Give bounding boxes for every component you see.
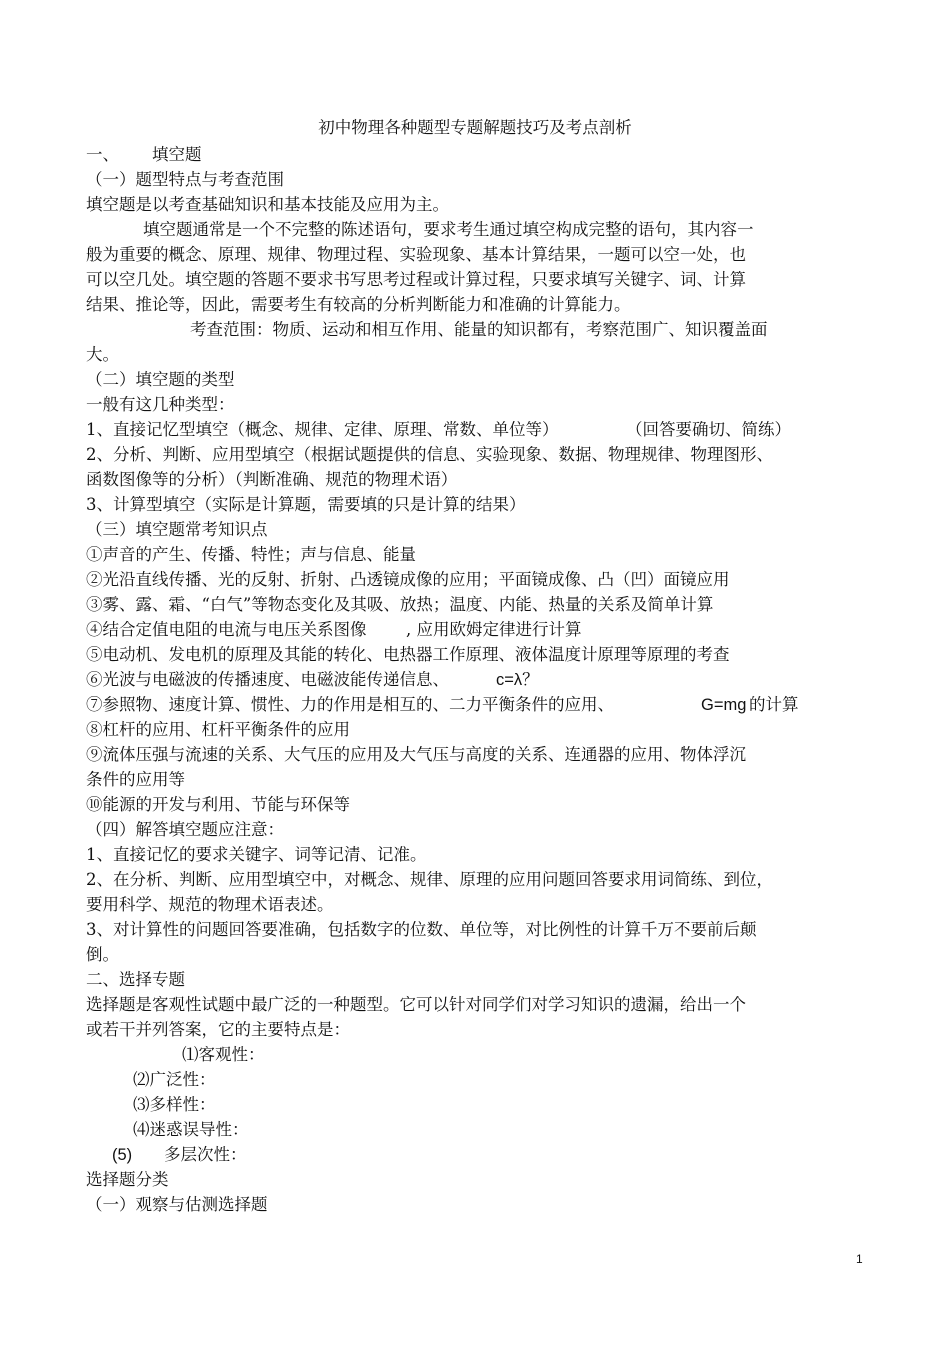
text-line: 3、计算型填空（实际是计算题，需要填的只是计算的结果） bbox=[86, 495, 526, 514]
text-line: 考查范围：物质、运动和相互作用、能量的知识都有，考察范围广、知识覆盖面 bbox=[190, 320, 768, 339]
text-line: 填空题是以考查基础知识和基本技能及应用为主。 bbox=[86, 195, 449, 214]
text-line: 3、对计算性的问题回答要准确，包括数字的位数、单位等，对比例性的计算千万不要前后颠 bbox=[86, 920, 757, 939]
text-line: 大。 bbox=[86, 345, 119, 364]
text-segment: ④结合定值电阻的电流与电压关系图像 bbox=[86, 620, 367, 639]
text-segment: ⑦参照物、速度计算、惯性、力的作用是相互的、二力平衡条件的应用、 bbox=[86, 695, 614, 714]
text-segment: 的计算 bbox=[749, 695, 799, 714]
list-item bbox=[112, 1145, 247, 1165]
text-line: ⑨流体压强与流速的关系、大气压的应用及大气压与高度的关系、连通器的应用、物体浮沉 bbox=[86, 745, 746, 764]
text-line: ②光沿直线传播、光的反射、折射、凸透镜成像的应用；平面镜成像、凸（凹）面镜应用 bbox=[86, 570, 730, 589]
page-title: 初中物理各种题型专题解题技巧及考点剖析 bbox=[318, 118, 632, 137]
text-line: ③雾、露、霜、“白气”等物态变化及其吸、放热；温度、内能、热量的关系及简单计算 bbox=[86, 595, 714, 614]
text-line: 可以空几处。填空题的答题不要求书写思考过程或计算过程，只要求填写关键字、词、计算 bbox=[86, 270, 746, 289]
text-line: 2、在分析、判断、应用型填空中，对概念、规律、原理的应用问题回答要求用词简练、到位， bbox=[86, 870, 773, 889]
list-item: ⑶多样性： bbox=[133, 1095, 216, 1114]
text-line: ⑩能源的开发与利用、节能与环保等 bbox=[86, 795, 350, 814]
list-item: ⑴客观性： bbox=[182, 1045, 265, 1064]
text-line: 一般有这几种类型： bbox=[86, 395, 235, 414]
text-line: （一）观察与估测选择题 bbox=[86, 1195, 268, 1214]
text-line: 1、直接记忆的要求关键字、词等记清、记准。 bbox=[86, 845, 427, 864]
page-number: 1 bbox=[856, 1252, 863, 1266]
formula: G=mg bbox=[701, 696, 747, 714]
text-segment: ⑥光波与电磁波的传播速度、电磁波能传递信息、 bbox=[86, 670, 449, 689]
text-line: 2、分析、判断、应用型填空（根据试题提供的信息、实验现象、数据、物理规律、物理图形、 bbox=[86, 445, 773, 464]
section-number: 一、 bbox=[86, 145, 119, 164]
text-segment: 多层次性： bbox=[164, 1145, 247, 1164]
text-line bbox=[86, 670, 539, 690]
section-title: 填空题 bbox=[152, 145, 202, 164]
text-line: 倒。 bbox=[86, 945, 119, 964]
text-segment: （回答要确切、简练） bbox=[626, 420, 791, 439]
text-line: （二）填空题的类型 bbox=[86, 370, 235, 389]
text-line bbox=[86, 695, 799, 715]
text-line: 条件的应用等 bbox=[86, 770, 185, 789]
text-line: 选择题分类 bbox=[86, 1170, 169, 1189]
text-line: 函数图像等的分析）（判断准确、规范的物理术语） bbox=[86, 470, 458, 489]
text-line: ⑧杠杆的应用、杠杆平衡条件的应用 bbox=[86, 720, 350, 739]
text-line: 结果、推论等，因此，需要考生有较高的分析判断能力和准确的计算能力。 bbox=[86, 295, 631, 314]
text-line: ①声音的产生、传播、特性；声与信息、能量 bbox=[86, 545, 416, 564]
text-line: 填空题通常是一个不完整的陈述语句，要求考生通过填空构成完整的语句，其内容一 bbox=[143, 220, 754, 239]
text-segment: 1、直接记忆型填空（概念、规律、定律、原理、常数、单位等） bbox=[86, 420, 559, 439]
text-line: ⑤电动机、发电机的原理及其能的转化、电热器工作原理、液体温度计原理等原理的考查 bbox=[86, 645, 730, 664]
text-segment: , 应用欧姆定律进行计算 bbox=[406, 620, 582, 639]
text-line: 选择题是客观性试题中最广泛的一种题型。它可以针对同学们对学习知识的遗漏，给出一个 bbox=[86, 995, 746, 1014]
list-item: ⑷迷惑误导性： bbox=[133, 1120, 249, 1139]
section-heading-fill-in bbox=[86, 145, 202, 165]
text-line: 或若干并列答案，它的主要特点是： bbox=[86, 1020, 350, 1039]
text-line: （一）题型特点与考查范围 bbox=[86, 170, 284, 189]
text-line bbox=[86, 420, 791, 440]
formula: c=λ？ bbox=[496, 671, 539, 689]
list-number: (5) bbox=[112, 1146, 133, 1164]
text-line: 般为重要的概念、原理、规律、物理过程、实验现象、基本计算结果，一题可以空一处，也 bbox=[86, 245, 746, 264]
text-line: （四）解答填空题应注意： bbox=[86, 820, 284, 839]
text-line: 要用科学、规范的物理术语表述。 bbox=[86, 895, 334, 914]
text-line: （三）填空题常考知识点 bbox=[86, 520, 268, 539]
list-item: ⑵广泛性： bbox=[133, 1070, 216, 1089]
text-line bbox=[86, 620, 582, 640]
section-heading-choice: 二、选择专题 bbox=[86, 970, 185, 989]
